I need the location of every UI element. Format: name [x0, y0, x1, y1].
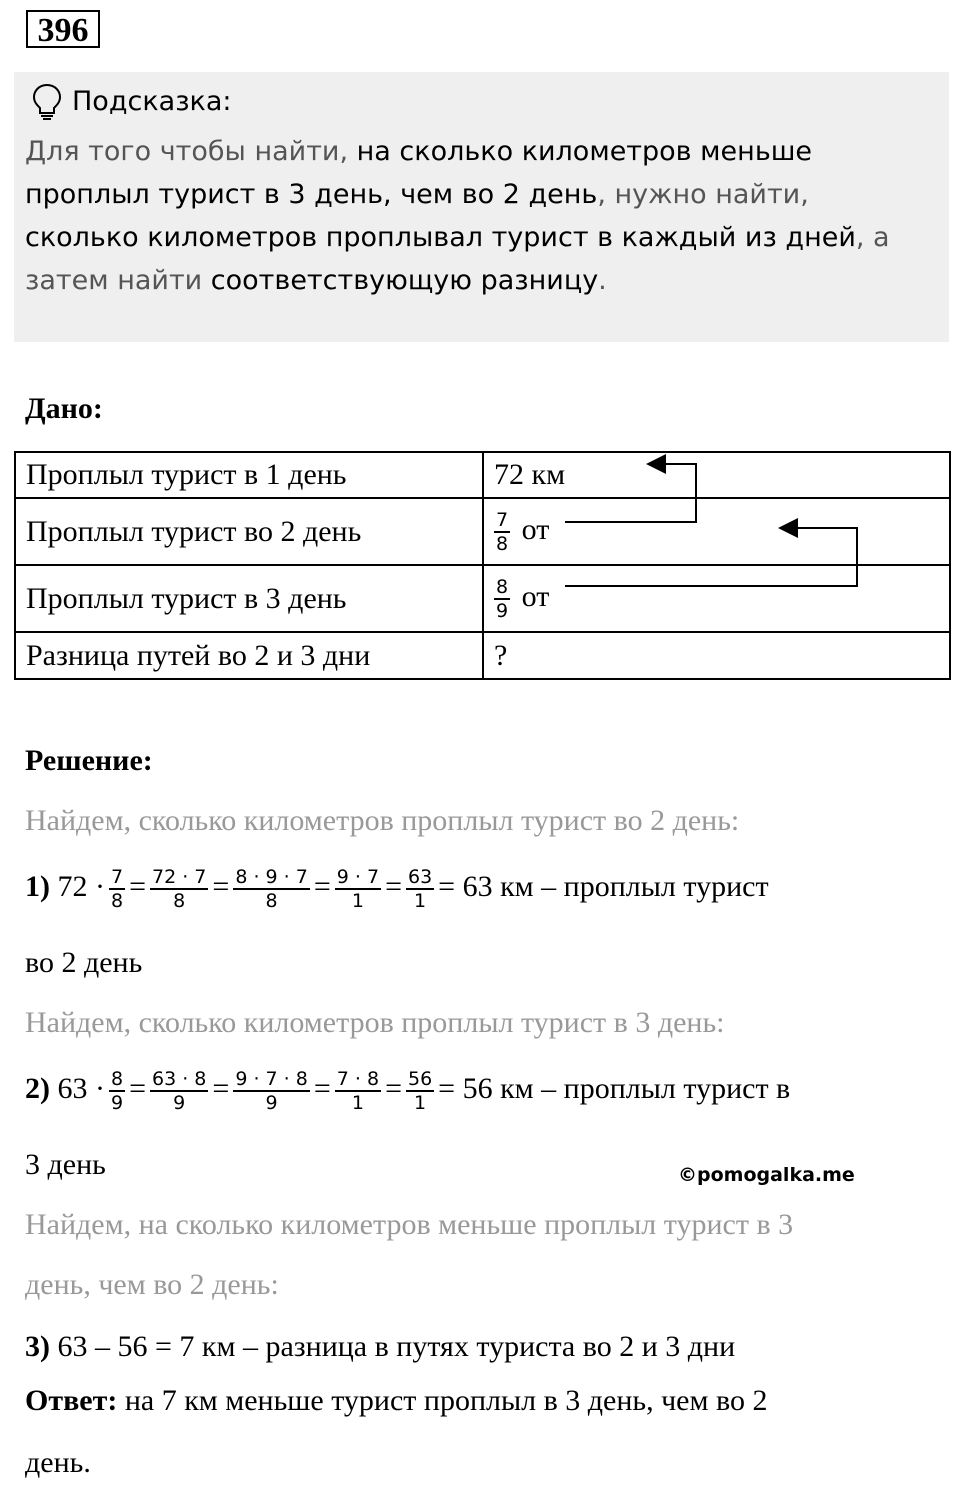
hint-l3b: , а: [855, 222, 890, 253]
hint-l2a: проплыл турист в 3 день, чем во 2 день: [25, 179, 598, 210]
row1-value: 72 км: [483, 452, 950, 498]
task-number: 396: [26, 10, 100, 48]
hint-l4c: .: [598, 265, 607, 296]
step1-cont: во 2 день: [25, 946, 143, 979]
step3-intro-2: день, чем во 2 день:: [25, 1268, 279, 1301]
hint-l4b: соответствующую разницу: [210, 265, 599, 296]
row2-suffix: от: [521, 512, 550, 546]
reference-arrows: [0, 0, 960, 700]
row3-suffix: от: [521, 579, 550, 613]
hint-l3a: сколько километров проплывал турист в каждый из дней: [25, 222, 856, 253]
arrow-day2-to-day1: [565, 464, 696, 522]
row3-label: Проплыл турист в 3 день: [15, 565, 483, 632]
step2-cont: 3 день: [25, 1148, 106, 1181]
given-heading: Дано:: [25, 392, 103, 425]
step1-intro: Найдем, сколько километров проплыл турист во 2 день:: [25, 804, 740, 837]
solution-heading: Решение:: [25, 744, 153, 777]
answer-line: Ответ: на 7 км меньше турист проплыл в 3 день, чем во 2: [25, 1384, 768, 1417]
answer-cont: день.: [25, 1446, 91, 1479]
row4-label: Разница путей во 2 и 3 дни: [15, 632, 483, 679]
watermark: ©pomogalka.me: [678, 1164, 855, 1186]
row2-label: Проплыл турист во 2 день: [15, 498, 483, 565]
step2-intro: Найдем, сколько километров проплыл турист в 3 день:: [25, 1006, 725, 1039]
step2-line: 2) 63 · $\frac{8}{9}$ = $\frac{63 \cdot 8}{9}$ = $\frac{9 \cdot 7 \cdot 8}{9}$ = $\frac{7 \cdot 8}{1}$ = $\frac{56}{1}$ = 56 км – проплыл турист в: [25, 1068, 791, 1114]
step1-line: 1) 72 · $\frac{7}{8}$ = $\frac{72 \cdot 7}{8}$ = $\frac{8 \cdot 9 \cdot 7}{8}$ = $\frac{9 \cdot 7}{1}$ = $\frac{63}{1}$ = 63 км – проплыл турист: [25, 866, 769, 912]
row2-fraction: $\frac{7}{8}$: [496, 508, 509, 555]
row3-fraction: $\frac{8}{9}$: [496, 575, 509, 622]
hint-l2b: , нужно найти,: [597, 179, 809, 210]
row1-label: Проплыл турист в 1 день: [15, 452, 483, 498]
hint-l4a: затем найти: [25, 265, 211, 296]
step3-intro-1: Найдем, на сколько километров меньше проплыл турист в 3: [25, 1208, 794, 1241]
row4-value: ?: [483, 632, 950, 679]
arrow-day3-to-day2: [565, 528, 857, 586]
hint-l1b: на сколько километров меньше: [356, 136, 813, 167]
step3-line: 3) 63 – 56 = 7 км – разница в путях туриста во 2 и 3 дни: [25, 1330, 736, 1363]
hint-title-text: Подсказка:: [72, 85, 232, 117]
hint-l1a: Для того чтобы найти,: [25, 136, 357, 167]
